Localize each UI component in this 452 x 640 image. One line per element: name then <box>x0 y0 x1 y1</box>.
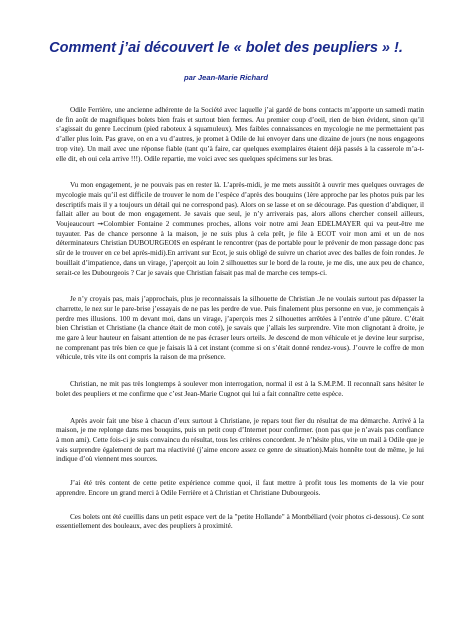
article-body <box>56 106 424 532</box>
paragraph-3: Je n’y croyais pas, mais j’approchais, plus je reconnaissais la silhouette de Christian .Je ne voulais surtout pas dépasser la charrette, le nez sur le pare-brise j’essayais de ne pas les perdre de vue. Puis finalement plus personne en vue, je commençais à perdre mes illusions. 100 m devant moi, dans un virage, j’aperçois mes 2 silhouettes arrêtées à l’entrée d’une pâture. C’était bien Christian et Christiane (la chance était de mon coté), je savais que j’allais les surprendre. Vite mon clignotant à droite, je me gare à leur hauteur en faisant attention de ne pas écraser leurs orteils. Je descend de mon véhicule et je devine leur surprise, ne comprenant pas très bien ce que je faisais là à cet instant (comme si on s’était donné rendez-vous). J’ouvre le coffre de mon véhicule, très vite ils ont compris la raison de ma présence. <box>56 295 424 362</box>
paragraph-1: Odile Ferrière, une ancienne adhérente de la Société avec laquelle j’ai gardé de bons contacts m’apporte un samedi matin de fin août de magnifiques bolets bien frais et surtout bien fermes. Au premier coup d’oeil, rien de bien évident, sinon qu’il s’agissait du genre Leccinum (pied raboteux à squamuleux). Mes faibles connaissances en mycologie ne me permettaient pas d’aller plus loin. Pas grave, on en a vu d’autres, je promet à Odile de lui envoyer dans une dizaine de jours (ne nous engageons trop vite). Un mail avec une réponse fiable (tant qu’à faire, car quelques exemplaires étaient déjà passés à la casserole m’a-t-elle dit, eh oui cela arrive !!!). Odile repartie, me voici avec ses quelques spécimens sur les bras. <box>56 106 424 163</box>
page-title: Comment j’ai découvert le « bolet des peupliers » !. <box>49 40 403 56</box>
author-line: par Jean-Marie Richard <box>184 73 268 82</box>
paragraph-7: Ces bolets ont été cueillis dans un petit espace vert de la "petite Hollande" à Montbéliard (voir photos ci-dessous). Ce sont essentiellement des bouleaux, avec des peupliers à proximité. <box>56 512 424 531</box>
paragraph-4: Christian, ne mit pas très longtemps à soulever mon interrogation, normal il est à la S.M.P.M. Il reconnaît sans hésiter le bolet des peupliers et me confirme que c’est Jean-Marie Cugnot qui lui a fait connaître cette espèce. <box>56 380 424 398</box>
paragraph-2: Vu mon engagement, je ne pouvais pas en rester là. L’après-midi, je me mets aussitôt à ouvrir mes quelques ouvrages de mycologie mais qu’il est difficile de trouver le nom de l’espèce d’après des bouquins (1ère approche par les photos puis par les descriptifs mais il y a toujours un détail qui ne correspond pas). Alors on se lasse et on se décourage. Pas question d’abdiquer, il fallait aller au bout de mon engagement. Je savais que seul, je n’y arriverais pas, alors allons chercher conseil ailleurs, Voujeaucourt ➞Colombier Fontaine 2 communes proches, allons voir notre ami Jean EDELMAYER qui va peut-être me tuyauter. Pas de chance personne à la maison, je ne suis plus à cela prêt, je file à ECOT voir mon ami et un de nos déterminateurs Christian DUBOURGEOIS en espérant le rencontrer (pas de portable pour le prévenir de mon passage donc pas sûr de le trouver en ce bel après-midi).En arrivant sur Ecot, je suis obligé de suivre un chariot avec des balles de foin rondes. Je bouillait d’impatience, dans un virage, j’aperçoit au loin 2 silhouettes sur le bord de la route, je me dis, une aux peu de chance, serait-ce les Dubourgeois ? Car je savais que Christian faisait pas mal de marche ces temps-ci. <box>56 181 424 277</box>
paragraph-5: Après avoir fait une bise à chacun d’eux surtout à Christiane, je repars tout fier du résultat de ma démarche. Arrivé à la maison, je me replonge dans mes bouquins, puis un petit coup d’Internet pour confirmer. (non pas que je n’avais pas confiance à mon ami). Cette fois-ci je suis convaincu du résultat, tous les critères concordent. Je n’hésite plus, vite un mail à Odile que je vais surprendre également de part ma réactivité (j’aime encore assez ce genre de situation).Mais honnête tout de même, je lui indique d’où viennent mes sources. <box>56 416 424 464</box>
paragraph-6: J’ai été très content de cette petite expérience comme quoi, il faut mettre à profit tous les moments de la vie pour apprendre. Encore un grand merci à Odile Ferrière et à Christian et Christiane Dubourgeois. <box>56 479 424 497</box>
